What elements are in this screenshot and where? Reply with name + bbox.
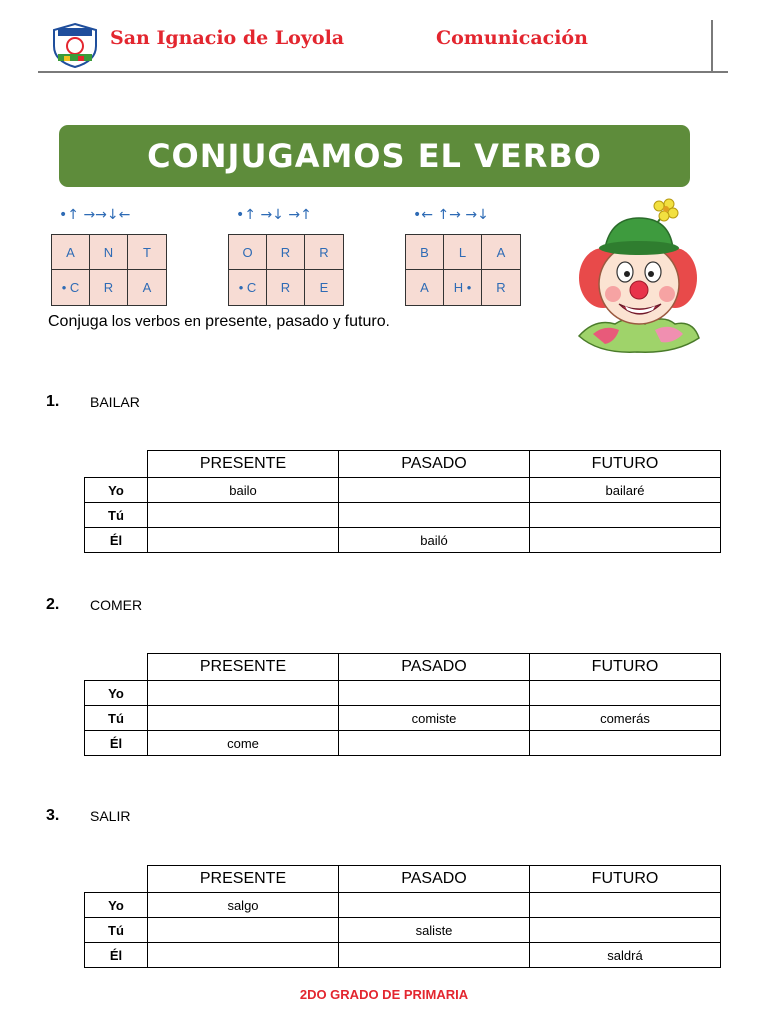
answer-cell[interactable] bbox=[530, 893, 721, 918]
answer-cell[interactable] bbox=[148, 918, 339, 943]
school-logo-icon bbox=[50, 22, 100, 68]
answer-cell[interactable]: comerás bbox=[530, 706, 721, 731]
puzzle-cell: • C bbox=[229, 270, 267, 305]
puzzle-cell: N bbox=[90, 235, 128, 270]
person-label: Él bbox=[85, 731, 148, 756]
exercise-verb: BAILAR bbox=[90, 394, 140, 410]
puzzle-cell: R bbox=[267, 235, 305, 270]
column-header: PRESENTE bbox=[148, 866, 339, 893]
answer-cell[interactable]: comiste bbox=[339, 706, 530, 731]
column-header: PRESENTE bbox=[148, 451, 339, 478]
table-row bbox=[85, 706, 721, 731]
school-name: San Ignacio de Loyola bbox=[110, 27, 345, 49]
instruction-part: Conjuga bbox=[48, 313, 108, 330]
answer-cell[interactable] bbox=[148, 681, 339, 706]
answer-cell[interactable] bbox=[530, 503, 721, 528]
answer-cell[interactable] bbox=[530, 681, 721, 706]
puzzle-cell: H • bbox=[444, 270, 482, 305]
conjugation-table bbox=[84, 865, 721, 968]
puzzle-arrows: •↑ →↓ →↑ bbox=[236, 207, 312, 223]
conjugation-table bbox=[84, 653, 721, 756]
header-vertical-divider bbox=[711, 20, 713, 72]
column-header: PRESENTE bbox=[148, 654, 339, 681]
puzzle-cell: A bbox=[406, 270, 444, 305]
exercise-number: 2. bbox=[46, 596, 60, 613]
person-label: Tú bbox=[85, 503, 148, 528]
answer-cell[interactable] bbox=[339, 681, 530, 706]
exercise-number: 1. bbox=[46, 393, 60, 410]
puzzle-cell: R bbox=[90, 270, 128, 305]
word-puzzle-3 bbox=[405, 203, 555, 306]
instruction-part: y bbox=[328, 313, 345, 330]
puzzle-cell: A bbox=[52, 235, 90, 270]
answer-cell[interactable] bbox=[148, 528, 339, 553]
answer-cell[interactable] bbox=[148, 706, 339, 731]
person-label: Yo bbox=[85, 478, 148, 503]
answer-cell[interactable]: come bbox=[148, 731, 339, 756]
answer-cell[interactable]: salgo bbox=[148, 893, 339, 918]
footer-grade: 2DO GRADO DE PRIMARIA bbox=[299, 987, 469, 1002]
answer-cell[interactable]: saldrá bbox=[530, 943, 721, 968]
answer-cell[interactable] bbox=[530, 731, 721, 756]
header-divider bbox=[38, 71, 728, 73]
puzzle-cell: A bbox=[128, 270, 166, 305]
person-label: Tú bbox=[85, 918, 148, 943]
puzzle-grid bbox=[51, 234, 167, 306]
column-header: PASADO bbox=[339, 451, 530, 478]
exercise-verb: COMER bbox=[90, 597, 143, 613]
table-header-row bbox=[85, 654, 721, 681]
puzzle-cell: B bbox=[406, 235, 444, 270]
person-label: Yo bbox=[85, 681, 148, 706]
puzzle-cell: T bbox=[128, 235, 166, 270]
puzzle-cell: R bbox=[482, 270, 520, 305]
column-header: PASADO bbox=[339, 866, 530, 893]
puzzle-cell: R bbox=[305, 235, 343, 270]
table-row bbox=[85, 478, 721, 503]
person-label: Yo bbox=[85, 893, 148, 918]
instruction-part: futuro bbox=[344, 313, 386, 330]
answer-cell[interactable] bbox=[339, 943, 530, 968]
table-corner bbox=[85, 654, 148, 681]
word-puzzle-2 bbox=[228, 203, 378, 306]
table-row bbox=[85, 681, 721, 706]
puzzle-arrows: •← ↑→ →↓ bbox=[413, 207, 489, 223]
page-header bbox=[0, 0, 768, 80]
subject-name: Comunicación bbox=[436, 27, 588, 49]
instruction-text bbox=[48, 313, 390, 331]
answer-cell[interactable] bbox=[339, 893, 530, 918]
answer-cell[interactable] bbox=[339, 731, 530, 756]
conjugation-table bbox=[84, 450, 721, 553]
person-label: Él bbox=[85, 943, 148, 968]
answer-cell[interactable] bbox=[530, 528, 721, 553]
table-header-row bbox=[85, 451, 721, 478]
table-row bbox=[85, 943, 721, 968]
column-header: FUTURO bbox=[530, 654, 721, 681]
puzzle-cell: R bbox=[267, 270, 305, 305]
answer-cell[interactable] bbox=[339, 478, 530, 503]
answer-cell[interactable] bbox=[148, 943, 339, 968]
table-row bbox=[85, 893, 721, 918]
table-row bbox=[85, 503, 721, 528]
answer-cell[interactable] bbox=[530, 918, 721, 943]
instruction-part: presente, pasado bbox=[205, 313, 329, 330]
puzzle-cell: O bbox=[229, 235, 267, 270]
clown-illustration-icon bbox=[575, 196, 701, 356]
answer-cell[interactable]: bailo bbox=[148, 478, 339, 503]
puzzle-grid bbox=[405, 234, 521, 306]
column-header: PASADO bbox=[339, 654, 530, 681]
puzzle-arrows: •↑ →→↓← bbox=[59, 207, 131, 223]
word-puzzle-1 bbox=[51, 203, 201, 306]
answer-cell[interactable]: bailó bbox=[339, 528, 530, 553]
puzzle-cell: L bbox=[444, 235, 482, 270]
table-header-row bbox=[85, 866, 721, 893]
table-row bbox=[85, 528, 721, 553]
table-corner bbox=[85, 451, 148, 478]
puzzle-cell: A bbox=[482, 235, 520, 270]
puzzle-cell: • C bbox=[52, 270, 90, 305]
column-header: FUTURO bbox=[530, 866, 721, 893]
exercise-number: 3. bbox=[46, 807, 60, 824]
table-row bbox=[85, 731, 721, 756]
answer-cell[interactable] bbox=[148, 503, 339, 528]
answer-cell[interactable] bbox=[339, 503, 530, 528]
exercise-verb: SALIR bbox=[90, 808, 131, 824]
answer-cell[interactable]: saliste bbox=[339, 918, 530, 943]
table-corner bbox=[85, 866, 148, 893]
page-title: CONJUGAMOS EL VERBO bbox=[147, 137, 602, 175]
person-label: Él bbox=[85, 528, 148, 553]
title-banner bbox=[59, 125, 690, 187]
puzzle-cell: E bbox=[305, 270, 343, 305]
answer-cell[interactable]: bailaré bbox=[530, 478, 721, 503]
instruction-part: . bbox=[385, 313, 390, 330]
column-header: FUTURO bbox=[530, 451, 721, 478]
table-row bbox=[85, 918, 721, 943]
instruction-part: los verbos en bbox=[107, 313, 206, 330]
person-label: Tú bbox=[85, 706, 148, 731]
puzzle-grid bbox=[228, 234, 344, 306]
